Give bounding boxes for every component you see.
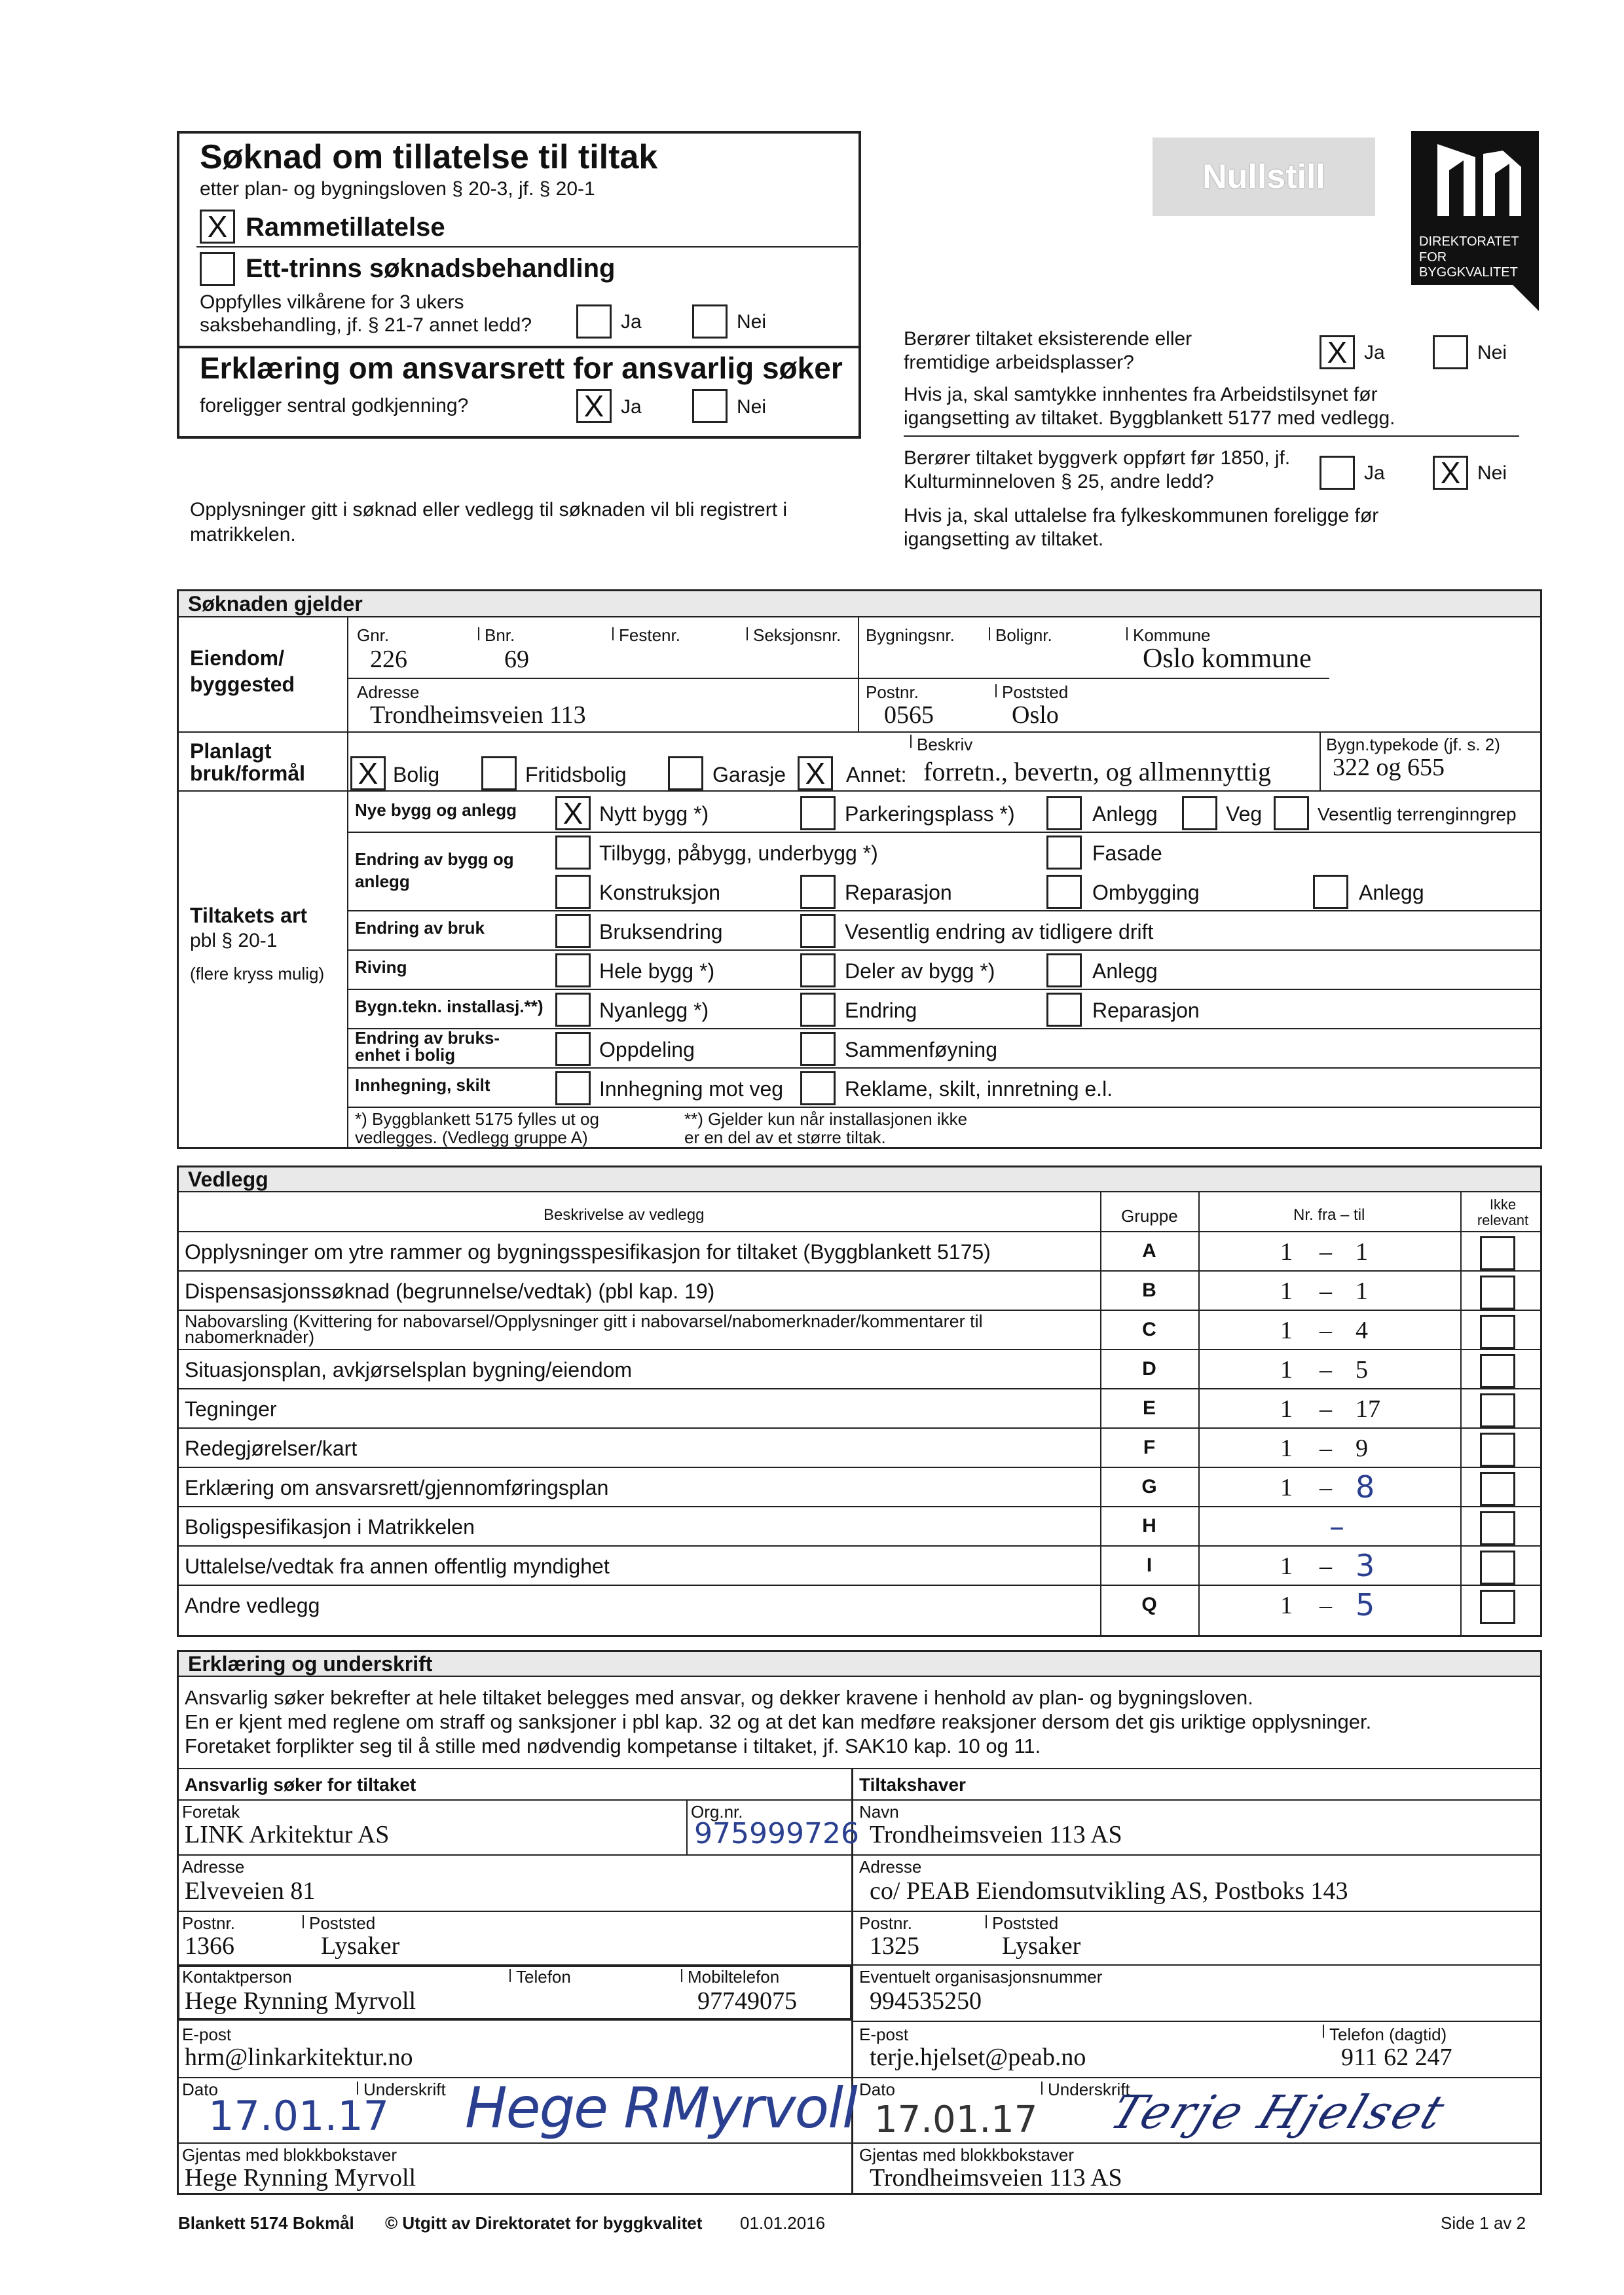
reparasjon-label: Reparasjon	[845, 881, 952, 904]
garasje-checkbox[interactable]	[668, 756, 703, 790]
vedlegg-from: 1	[1280, 1277, 1293, 1305]
divider	[179, 1349, 1541, 1350]
gnr-value: 226	[370, 646, 407, 673]
divider	[347, 1067, 1541, 1069]
konstruksjon-checkbox[interactable]	[555, 875, 591, 909]
reklame-label: Reklame, skilt, innretning e.l.	[845, 1077, 1113, 1101]
fritidsbolig-label: Fritidsbolig	[525, 763, 627, 786]
oppfylles-nei-label: Nei	[737, 311, 767, 333]
tiltakshaver-title: Tiltakshaver	[859, 1774, 966, 1795]
dibk-logo	[1411, 131, 1539, 285]
divider	[995, 684, 997, 697]
bolig-checkbox[interactable]: X	[350, 756, 386, 790]
vedlegg-from: 1	[1280, 1317, 1293, 1344]
th-dato-value: 17.01.17	[874, 2099, 1038, 2141]
soker-poststed-label: Poststed	[309, 1913, 376, 1933]
erklaering-line1: Ansvarlig søker bekrefter at hele tiltaket belegges med ansvar, og dekker kravene i henhold av plan- og bygningsloven.	[185, 1686, 1253, 1709]
divider	[303, 1915, 304, 1928]
erklaering-line3: Foretaket forplikter seg til å stille med nødvendig kompetanse i tiltaket, jf. SAK10 kap. 10 og 11.	[185, 1735, 1041, 1757]
poststed-label: Poststed	[1002, 682, 1069, 702]
terreng-label: Vesentlig terrenginngrep	[1318, 804, 1517, 824]
bruksendring-label: Bruksendring	[599, 920, 723, 944]
sentral-nei-label: Nei	[737, 396, 767, 418]
vedlegg-group: D	[1142, 1358, 1156, 1380]
deler-bygg-label: Deler av bygg *)	[845, 959, 995, 983]
divider	[196, 246, 858, 248]
byggverk-nei-checkbox[interactable]: X	[1433, 456, 1468, 490]
bolignr-label: Bolignr.	[995, 625, 1052, 645]
tiltak-label-2: pbl § 20-1	[190, 930, 278, 951]
th-postnr-value: 1325	[870, 1932, 919, 1960]
divider	[478, 627, 479, 640]
sentral-ja-label: Ja	[621, 396, 642, 418]
divider	[179, 1310, 1541, 1311]
telefon-dag-value: 911 62 247	[1341, 2044, 1452, 2071]
mobil-label: Mobiltelefon	[688, 1967, 780, 1987]
mobil-value: 97749075	[697, 1987, 797, 2015]
vedlegg-from: 1	[1280, 1238, 1293, 1266]
rammetillatelse-checkbox[interactable]: X	[200, 210, 235, 244]
konstruksjon-label: Konstruksjon	[599, 881, 720, 904]
vedlegg-desc: Erklæring om ansvarsrett/gjennomføringsplan	[185, 1476, 609, 1499]
divider	[1323, 2025, 1324, 2038]
arbeidsplasser-question: Berører tiltaket eksisterende eller fremtidige arbeidsplasser?	[904, 328, 1192, 373]
row-nye-bygg: Nye bygg og anlegg	[355, 800, 517, 820]
erklaering-header: Erklæring og underskrift	[179, 1652, 1540, 1677]
divider	[178, 346, 859, 348]
soker-dato-label: Dato	[182, 2080, 218, 2099]
divider	[858, 617, 859, 731]
ett-trinns-checkbox[interactable]	[200, 252, 235, 286]
ikke-relevant-checkbox[interactable]	[1480, 1315, 1515, 1349]
vedlegg-dash: –	[1320, 1317, 1332, 1344]
annet-label: Annet:	[846, 763, 907, 786]
bolig-label: Bolig	[393, 763, 440, 786]
ikke-relevant-checkbox[interactable]	[1480, 1511, 1515, 1545]
anlegg-endring-label: Anlegg	[1359, 881, 1424, 904]
anlegg-label: Anlegg	[1092, 802, 1158, 826]
vedlegg-group: E	[1142, 1397, 1156, 1419]
col-nr: Nr. fra – til	[1293, 1206, 1365, 1224]
kontakt-label: Kontaktperson	[182, 1967, 292, 1987]
oppfylles-ja-checkbox[interactable]	[576, 304, 612, 339]
vedlegg-header: Vedlegg	[179, 1167, 1540, 1192]
vedlegg-group: A	[1142, 1240, 1156, 1262]
vedlegg-from: 1	[1280, 1592, 1293, 1619]
vedlegg-to: 5	[1356, 1356, 1368, 1384]
orgnummer-value: 994535250	[870, 1987, 982, 2015]
divider	[179, 1427, 1541, 1429]
orgnummer-label: Eventuelt organisasjonsnummer	[859, 1967, 1103, 1987]
th-gjentas-value: Trondheimsveien 113 AS	[870, 2164, 1122, 2192]
vedlegg-from: 1	[1280, 1552, 1293, 1580]
divider	[686, 1799, 688, 1854]
byggverk-nei-label: Nei	[1477, 462, 1507, 484]
divider	[347, 1028, 1541, 1029]
vedlegg-desc: Tegninger	[185, 1397, 277, 1421]
th-gjentas-label: Gjentas med blokkbokstaver	[859, 2145, 1075, 2165]
arbeidsplasser-nei-checkbox[interactable]	[1433, 335, 1468, 369]
form-subtitle: etter plan- og bygningsloven § 20-3, jf. § 20-1	[200, 178, 595, 200]
byggverk-ja-label: Ja	[1364, 462, 1385, 484]
th-epost-label: E-post	[859, 2025, 909, 2044]
seksjonsnr-label: Seksjonsnr.	[753, 625, 841, 645]
row-endring-bruk: Endring av bruk	[355, 918, 485, 938]
soker-epost-label: E-post	[182, 2025, 232, 2044]
arbeidsplasser-ja-checkbox[interactable]: X	[1320, 335, 1355, 369]
bygningsnr-label: Bygningsnr.	[866, 625, 955, 645]
reklame-checkbox[interactable]	[800, 1071, 836, 1105]
sammenfoyning-label: Sammenføyning	[845, 1038, 997, 1061]
soker-adresse-value: Elveveien 81	[185, 1877, 316, 1905]
th-dato-label: Dato	[859, 2080, 895, 2099]
logo-mark-icon	[1411, 131, 1539, 242]
annet-checkbox[interactable]: X	[798, 756, 833, 790]
vedlegg-desc: Uttalelse/vedtak fra annen offentlig myndighet	[185, 1554, 610, 1578]
divider	[347, 678, 1329, 679]
divider	[347, 832, 1541, 833]
divider	[851, 2021, 1541, 2022]
parkeringsplass-checkbox[interactable]	[800, 796, 836, 830]
vedlegg-desc: Boligspesifikasjon i Matrikkelen	[185, 1515, 475, 1539]
col-ikke: Ikke relevant	[1477, 1196, 1529, 1228]
divider	[179, 1388, 1541, 1389]
hele-bygg-checkbox[interactable]	[555, 953, 591, 987]
soker-underskrift-label: Underskrift	[363, 2080, 446, 2099]
bygn-typekode-value: 322 og 655	[1333, 754, 1445, 781]
vedlegg-dash: –	[1320, 1552, 1332, 1580]
vedlegg-desc: Situasjonsplan, avkjørselsplan bygning/eiendom	[185, 1358, 633, 1382]
vedlegg-group: Q	[1141, 1594, 1157, 1615]
vedlegg-from: 1	[1280, 1395, 1293, 1423]
divider	[179, 1585, 1541, 1586]
reparasjon-checkbox[interactable]	[800, 875, 836, 909]
arbeidsplasser-ja-label: Ja	[1364, 342, 1385, 363]
vedlegg-dash: –	[1320, 1238, 1332, 1266]
byggverk-question: Berører tiltaket byggverk oppført før 1850, jf. Kulturminneloven § 25, andre ledd?	[904, 447, 1291, 492]
vedlegg-desc: Andre vedlegg	[185, 1594, 320, 1617]
vedlegg-desc: Opplysninger om ytre rammer og bygningsspesifikasjon for tiltaket (Byggblankett 5175)	[185, 1240, 991, 1264]
divider	[1460, 1192, 1462, 1637]
col-beskrivelse: Beskrivelse av vedlegg	[544, 1206, 705, 1224]
divider	[179, 1768, 1541, 1769]
vedlegg-group: B	[1142, 1279, 1156, 1301]
row-bygntekn: Bygn.tekn. installasj.**)	[355, 997, 544, 1016]
arbeidsplasser-note: Hvis ja, skal samtykke innhentes fra Arbeidstilsynet før igangsetting av tiltaket. Byggblankett 5177 med vedlegg.	[904, 384, 1395, 429]
anlegg-endring-checkbox[interactable]	[1313, 875, 1348, 909]
vedlegg-to: 4	[1356, 1317, 1368, 1344]
logo-triangle-icon	[1513, 285, 1539, 311]
endring-checkbox[interactable]	[800, 993, 836, 1027]
ikke-relevant-checkbox[interactable]	[1480, 1433, 1515, 1467]
ikke-relevant-checkbox[interactable]	[1480, 1551, 1515, 1585]
vedlegg-to: 3	[1356, 1548, 1375, 1583]
footer-mid: © Utgitt av Direktoratet for byggkvalitet	[385, 2213, 703, 2233]
divider	[612, 627, 614, 640]
opplysninger-text: Opplysninger gitt i søknad eller vedlegg til søknaden vil bli registrert i matrikkelen.	[190, 499, 788, 545]
soker-gjentas-label: Gjentas med blokkbokstaver	[182, 2145, 397, 2165]
gnr-label: Gnr.	[357, 625, 390, 645]
soker-signature: Hege RMyrvoll	[465, 2076, 857, 2141]
footer-date: 01.01.2016	[740, 2213, 826, 2233]
ett-trinns-label: Ett-trinns søknadsbehandling	[246, 254, 616, 283]
kommune-label: Kommune	[1133, 625, 1211, 645]
vesentlig-endring-checkbox[interactable]	[800, 914, 836, 948]
telefon-dag-label: Telefon (dagtid)	[1329, 2025, 1447, 2044]
row-riving: Riving	[355, 957, 407, 977]
divider	[347, 617, 348, 1149]
adresse-label: Adresse	[357, 682, 420, 702]
ikke-relevant-checkbox[interactable]	[1480, 1354, 1515, 1388]
ikke-relevant-checkbox[interactable]	[1480, 1276, 1515, 1310]
oppfylles-ja-label: Ja	[621, 311, 642, 333]
ikke-relevant-checkbox[interactable]	[1480, 1236, 1515, 1270]
bruksendring-checkbox[interactable]	[555, 914, 591, 948]
oppdeling-checkbox[interactable]	[555, 1032, 591, 1066]
divider	[179, 1911, 1541, 1912]
vedlegg-desc: Nabovarsling (Kvittering for nabovarsel/Opplysninger gitt i nabovarsel/nabomerknader/kommentarer til nabomerknader)	[185, 1312, 983, 1347]
deler-bygg-checkbox[interactable]	[800, 953, 836, 987]
innhegning-label: Innhegning mot veg	[599, 1077, 784, 1101]
soknaden-header: Søknaden gjelder	[179, 591, 1540, 617]
vedlegg-dash: –	[1320, 1277, 1332, 1305]
bygn-typekode-label: Bygn.typekode (jf. s. 2)	[1326, 735, 1500, 754]
oppfylles-line1: Oppfylles vilkårene for 3 ukers	[200, 291, 464, 313]
poststed-value: Oslo	[1012, 701, 1059, 729]
divider	[986, 1915, 987, 1928]
footer-right: Side 1 av 2	[1441, 2213, 1526, 2233]
vedlegg-from: 1	[1280, 1474, 1293, 1501]
soker-postnr-label: Postnr.	[182, 1913, 235, 1933]
nyanlegg-label: Nyanlegg *)	[599, 999, 709, 1022]
veg-checkbox[interactable]	[1182, 796, 1217, 830]
form-title: Søknad om tillatelse til tiltak	[200, 138, 658, 176]
ombygging-label: Ombygging	[1092, 881, 1200, 904]
veg-label: Veg	[1226, 802, 1263, 826]
vedlegg-dash: –	[1320, 1395, 1332, 1423]
tilbygg-checkbox[interactable]	[555, 835, 591, 870]
telefon-label: Telefon	[516, 1967, 571, 1987]
th-epost-value: terje.hjelset@peab.no	[870, 2044, 1086, 2071]
divider	[347, 989, 1541, 990]
vesentlig-endring-label: Vesentlig endring av tidligere drift	[845, 920, 1154, 944]
vedlegg-group: C	[1142, 1319, 1156, 1340]
kommune-value: Oslo kommune	[1143, 644, 1312, 674]
divider	[179, 790, 1541, 792]
ikke-relevant-checkbox[interactable]	[1480, 1472, 1515, 1506]
col-gruppe: Gruppe	[1121, 1206, 1178, 1226]
vedlegg-to: 1	[1356, 1277, 1368, 1305]
foretak-value: LINK Arkitektur AS	[185, 1821, 390, 1848]
soker-adresse-label: Adresse	[182, 1857, 245, 1877]
fasade-checkbox[interactable]	[1046, 835, 1082, 870]
logo-text-1: DIREKTORATET	[1419, 234, 1519, 249]
soker-dato-value: 17.01.17	[208, 2092, 390, 2140]
divider	[910, 735, 912, 748]
orgnr-label: Org.nr.	[691, 1802, 743, 1822]
vedlegg-to: 17	[1356, 1395, 1380, 1423]
divider	[179, 731, 1541, 733]
divider	[1320, 731, 1321, 790]
th-postnr-label: Postnr.	[859, 1913, 912, 1933]
th-underskrift-label: Underskrift	[1048, 2080, 1130, 2099]
th-signature: Terje Hjelset	[1103, 2085, 1454, 2139]
parkeringsplass-label: Parkeringsplass *)	[845, 802, 1015, 826]
vedlegg-dash: –	[1320, 1474, 1332, 1501]
footnote-1: *) Byggblankett 5175 fylles ut og vedlegges. (Vedlegg gruppe A)	[355, 1109, 599, 1147]
foretak-label: Foretak	[182, 1802, 240, 1822]
divider	[179, 1854, 1541, 1856]
orgnr-value: 975999726	[694, 1817, 859, 1850]
divider	[509, 1969, 511, 1982]
vedlegg-to: 9	[1356, 1435, 1368, 1462]
sentral-label: foreligger sentral godkjenning?	[200, 395, 469, 416]
header-box	[177, 131, 861, 439]
reparasjon-inst-checkbox[interactable]	[1046, 993, 1082, 1027]
divider	[347, 949, 1541, 951]
annet-value: forretn., bevertn, og allmennyttig	[923, 757, 1271, 786]
th-poststed-label: Poststed	[992, 1913, 1059, 1933]
divider	[681, 1969, 682, 1982]
endring-label: Endring	[845, 999, 917, 1022]
vedlegg-to: –	[1329, 1509, 1344, 1544]
rammetillatelse-label: Rammetillatelse	[246, 213, 445, 242]
reset-button[interactable]: Nullstill	[1153, 138, 1375, 216]
divider	[357, 2082, 358, 2095]
erklaering-line2: En er kjent med reglene om straff og sanksjoner i pbl kap. 32 og at det kan medføre reaksjoner dersom det gis uriktige opplysninger.	[185, 1710, 1372, 1733]
byggverk-ja-checkbox[interactable]	[1320, 456, 1355, 490]
eiendom-label: Eiendom/ byggested	[190, 646, 295, 696]
vedlegg-from: 1	[1280, 1435, 1293, 1462]
reparasjon-inst-label: Reparasjon	[1092, 999, 1200, 1022]
postnr-label: Postnr.	[866, 682, 919, 702]
fritidsbolig-checkbox[interactable]	[481, 756, 517, 790]
vedlegg-group: H	[1142, 1515, 1156, 1537]
footnote-2: **) Gjelder kun når installasjonen ikke er en del av et større tiltak.	[684, 1109, 968, 1147]
divider	[179, 1270, 1541, 1272]
navn-label: Navn	[859, 1802, 899, 1822]
soker-title: Ansvarlig søker for tiltaket	[185, 1774, 416, 1795]
sentral-nei-checkbox[interactable]	[692, 389, 728, 423]
terreng-checkbox[interactable]	[1274, 796, 1309, 830]
beskriv-label: Beskriv	[917, 735, 973, 754]
tiltak-label: Tiltakets art	[190, 904, 308, 927]
vedlegg-group: G	[1141, 1476, 1157, 1497]
soker-poststed-value: Lysaker	[321, 1932, 400, 1960]
garasje-label: Garasje	[712, 763, 786, 786]
vedlegg-desc: Redegjørelser/kart	[185, 1437, 358, 1460]
vedlegg-to: 8	[1356, 1469, 1375, 1505]
nytt-bygg-checkbox[interactable]: X	[555, 796, 591, 830]
ikke-relevant-checkbox[interactable]	[1480, 1590, 1515, 1624]
ombygging-checkbox[interactable]	[1046, 875, 1082, 909]
divider	[179, 1467, 1541, 1468]
byggverk-note: Hvis ja, skal uttalelse fra fylkeskommunen foreligge før igangsetting av tiltaket.	[904, 505, 1379, 550]
row-innhegning: Innhegning, skilt	[355, 1075, 490, 1095]
vedlegg-dash: –	[1320, 1356, 1332, 1384]
divider	[179, 1231, 1541, 1232]
bnr-label: Bnr.	[485, 625, 515, 645]
sentral-ja-checkbox[interactable]: X	[576, 389, 612, 423]
kontakt-value: Hege Rynning Myrvoll	[185, 1987, 416, 2015]
vedlegg-to: 5	[1356, 1587, 1375, 1623]
hele-bygg-label: Hele bygg *)	[599, 959, 715, 983]
anlegg-riving-label: Anlegg	[1092, 959, 1158, 983]
vedlegg-dash: –	[1320, 1435, 1332, 1462]
row-bruksenhet: Endring av bruks-enhet i bolig	[355, 1028, 500, 1065]
sammenfoyning-checkbox[interactable]	[800, 1032, 836, 1066]
footer-left: Blankett 5174 Bokmål	[178, 2213, 354, 2233]
divider	[179, 1799, 1541, 1801]
logo-text-2: FOR BYGGKVALITET	[1419, 250, 1518, 280]
nytt-bygg-label: Nytt bygg *)	[599, 802, 709, 826]
adresse-value: Trondheimsveien 113	[370, 701, 586, 729]
divider	[989, 627, 990, 640]
anlegg-checkbox[interactable]	[1046, 796, 1082, 830]
soker-gjentas-value: Hege Rynning Myrvoll	[185, 2164, 416, 2192]
fasade-label: Fasade	[1092, 841, 1162, 865]
divider	[179, 1545, 1541, 1547]
oppdeling-label: Oppdeling	[599, 1038, 695, 1061]
planlagt-label: Planlagt bruk/formål	[190, 739, 306, 785]
innhegning-checkbox[interactable]	[555, 1071, 591, 1105]
bnr-value: 69	[504, 646, 529, 673]
divider	[747, 627, 748, 640]
vedlegg-to: 1	[1356, 1238, 1368, 1266]
th-adresse-value: co/ PEAB Eiendomsutvikling AS, Postboks 143	[870, 1877, 1348, 1905]
vedlegg-from: 1	[1280, 1356, 1293, 1384]
erklaering-ansvarsrett-title: Erklæring om ansvarsrett for ansvarlig søker	[200, 351, 843, 385]
anlegg-riving-checkbox[interactable]	[1046, 953, 1082, 987]
row-endring-bygg: Endring av bygg og anlegg	[355, 849, 514, 891]
oppfylles-line2: saksbehandling, jf. § 21-7 annet ledd?	[200, 314, 532, 336]
divider	[179, 1506, 1541, 1507]
vedlegg-desc: Dispensasjonssøknad (begrunnelse/vedtak) (pbl kap. 19)	[185, 1279, 715, 1303]
divider	[179, 2077, 1541, 2078]
vedlegg-group: F	[1143, 1437, 1156, 1458]
postnr-value: 0565	[884, 701, 934, 729]
navn-value: Trondheimsveien 113 AS	[870, 1821, 1122, 1848]
arbeidsplasser-nei-label: Nei	[1477, 342, 1507, 363]
th-poststed-value: Lysaker	[1002, 1932, 1081, 1960]
ikke-relevant-checkbox[interactable]	[1480, 1393, 1515, 1427]
oppfylles-nei-checkbox[interactable]	[692, 304, 728, 339]
festenr-label: Festenr.	[619, 625, 680, 645]
vedlegg-group: I	[1146, 1554, 1153, 1576]
divider	[1198, 1192, 1200, 1637]
vedlegg-dash: –	[1320, 1592, 1332, 1619]
divider	[1126, 627, 1128, 640]
th-adresse-label: Adresse	[859, 1857, 922, 1877]
divider	[347, 910, 1541, 911]
divider	[904, 435, 1519, 437]
soker-epost-value: hrm@linkarkitektur.no	[185, 2044, 413, 2071]
divider	[347, 1107, 1541, 1108]
tilbygg-label: Tilbygg, påbygg, underbygg *)	[599, 841, 878, 865]
divider	[179, 2142, 1541, 2144]
divider	[1041, 2082, 1043, 2095]
tiltak-label-3: (flere kryss mulig)	[190, 964, 325, 983]
nyanlegg-checkbox[interactable]	[555, 993, 591, 1027]
soker-postnr-value: 1366	[185, 1932, 234, 1960]
